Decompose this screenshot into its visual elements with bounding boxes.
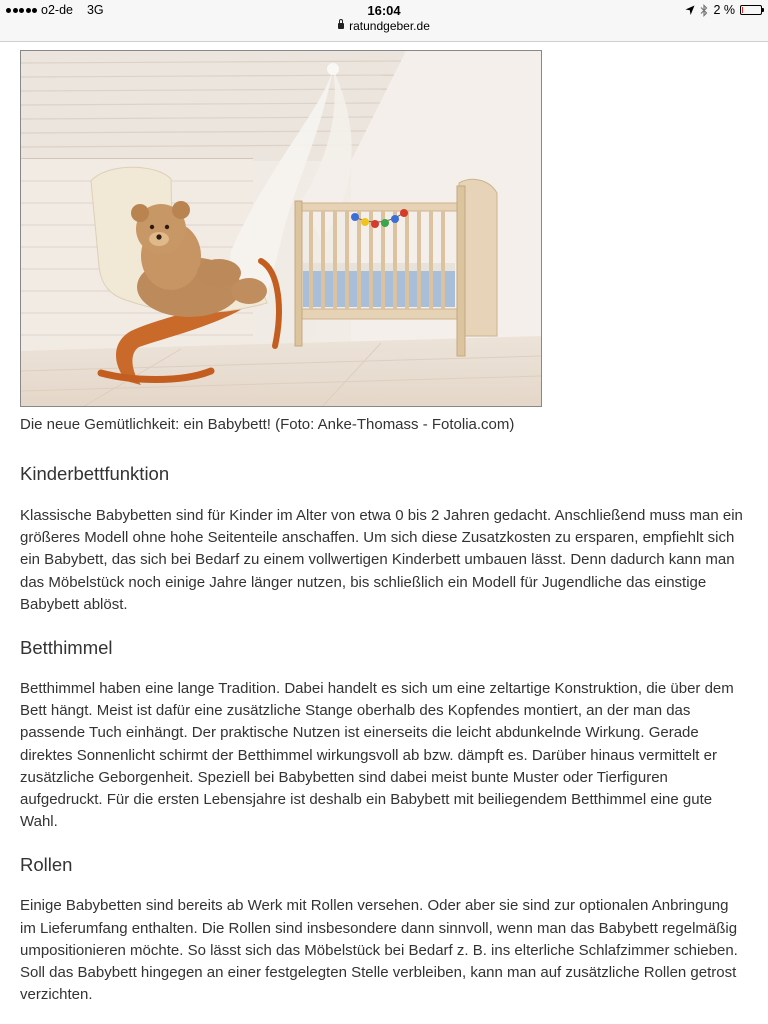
- article: [20, 50, 744, 1006]
- paragraph-rollen: Einige Babybetten sind bereits ab Werk mit Rollen versehen. Oder aber sie sind zur optionalen Anbringung im Lieferumfang enthalten. Die Rollen sind insbesondere dann sinnvoll, wenn man das Babybett regelmäßig umpositionieren möchte. So lässt sich das Möbelstück bei Bedarf z. B. ins elterliche Schlafzimmer schieben. Soll das Babybett hingegen an einer festgelegten Stelle verbleiben, kann man auf zusätzliche Rollen getrost verzichten.: [20, 897, 738, 1004]
- location-arrow-icon: [685, 5, 695, 16]
- heading-kinderbettfunktion: Kinderbettfunktion: [20, 463, 170, 484]
- heading-betthimmel: Betthimmel: [20, 637, 113, 659]
- clock: 16:04: [367, 3, 401, 18]
- paragraph-betthimmel: Betthimmel haben eine lange Tradition. Dabei handelt es sich um eine zeltartige Konstruktion, die über dem Bett hängt. Meist ist dafür eine zusätzliche Stange oberhalb des Kopfendes montiert, an der man das passende Tuch einhängt. Der praktische Nutzen ist einerseits die leicht abdunkelnde Wirkung. Gerade direktes Sonnenlicht schirmt der Betthimmel wirkungsvoll ab bzw. dämpft es. Darüber hinaus vermittelt er zusätzliche Geborgenheit. Speziell bei Babybetten sind dabei meist bunte Muster oder Tierfiguren aufgedruckt. Für die ersten Lebensjahre ist deshalb ein Babybett mit beiliegendem Betthimmel eine gute Wahl.: [20, 680, 734, 831]
- status-bar: [0, 0, 768, 42]
- bluetooth-icon: [700, 4, 708, 17]
- network-type: 3G: [86, 3, 104, 17]
- paragraph-kinderbettfunktion: Klassische Babybetten sind für Kinder im Alter von etwa 0 bis 2 Jahren gedacht. Anschließend muss man ein größeres Modell ohne hohe Seitenteile anschaffen. Um sich diese Zusatzkosten zu ersparen, empfiehlt sich ein Babybett, das sich bei Bedarf zu einem vollwertigen Kinderbett umbauen lässt. Denn dadurch kann man das Möbelstück noch einige Jahre länger nutzen, bis schließlich ein Modell für Jugendliche das einstige Babybett ablöst.: [20, 507, 743, 613]
- heading-rollen: Rollen: [20, 854, 73, 876]
- battery-level: [742, 7, 743, 13]
- address-bar[interactable]: [0, 19, 768, 33]
- image-caption: Die neue Gemütlichkeit: ein Babybett! (Foto: Anke-Thomass - Fotolia.com): [20, 416, 515, 433]
- lock-icon: [338, 23, 344, 29]
- baby-crib-nursery-image: [21, 51, 542, 407]
- battery-icon: [740, 5, 762, 15]
- status-right: [685, 3, 762, 17]
- carrier-name: o2-de: [41, 3, 73, 17]
- battery-percent: 2 %: [713, 3, 735, 17]
- url-text: ratundgeber.de: [349, 19, 430, 33]
- nursery-photo: [20, 50, 542, 407]
